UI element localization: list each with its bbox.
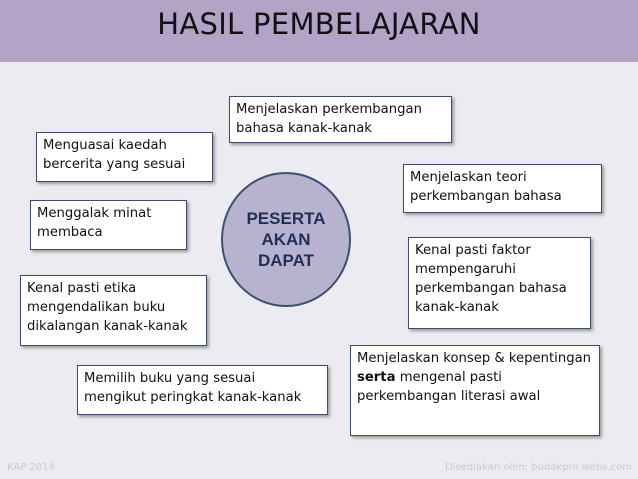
center-label: PESERTA AKAN DAPAT [246,209,326,270]
box-teori-perkembangan: Menjelaskan teori perkembangan bahasa [403,164,602,213]
literasi-text-1: Menjelaskan konsep & kepentingan [357,351,592,366]
footer-right: Disediakan oleh: budakpro.webs.com [444,462,632,473]
literasi-text-2: mengenal pasti perkembangan literasi awal [357,370,541,404]
box-perkembangan-bahasa: Menjelaskan perkembangan bahasa kanak-kanak [229,96,452,143]
slide-title: HASIL PEMBELAJARAN [157,7,481,41]
box-etika-buku: Kenal pasti etika mengendalikan buku dikalangan kanak-kanak [20,275,207,346]
box-kaedah-bercerita: Menguasai kaedah bercerita yang sesuai [36,132,213,182]
footer-left: KAP 2014 [7,462,55,473]
literasi-text-bold: serta [357,370,396,385]
box-faktor-mempengaruhi: Kenal pasti faktor mempengaruhi perkembangan bahasa kanak-kanak [408,237,591,329]
center-circle [221,172,351,307]
box-memilih-buku: Memilih buku yang sesuai mengikut peringkat kanak-kanak [77,365,328,415]
box-minat-membaca: Menggalak minat membaca [30,200,187,250]
box-konsep-literasi [350,345,600,436]
